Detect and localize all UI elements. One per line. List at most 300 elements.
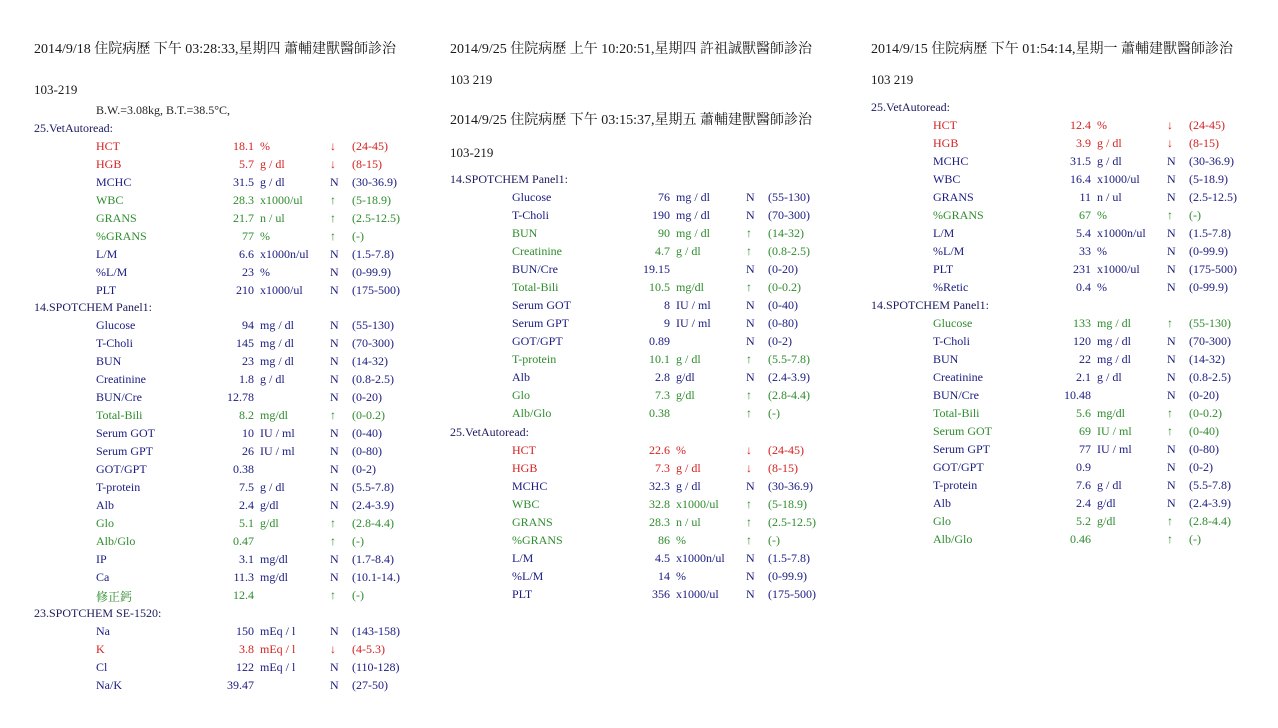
reference-range: (2.5-12.5): [352, 211, 400, 225]
reference-range: (1.5-7.8): [352, 247, 394, 261]
lab-row: [34, 372, 434, 390]
test-unit: g / dl: [676, 244, 701, 258]
test-unit: x1000n/ul: [1097, 226, 1146, 240]
reference-range: (175-500): [768, 587, 816, 601]
reference-range: (70-300): [352, 336, 394, 350]
test-unit: %: [260, 265, 270, 279]
test-flag: ↑: [330, 588, 336, 602]
test-flag: ↑: [330, 193, 336, 207]
lab-row: [871, 406, 1271, 424]
reference-range: (0.8-2.5): [768, 244, 810, 258]
test-flag: N: [1167, 334, 1176, 348]
reference-range: (55-130): [352, 318, 394, 332]
test-flag: N: [1167, 280, 1176, 294]
test-flag: N: [746, 479, 755, 493]
test-name: PLT: [512, 587, 533, 601]
test-flag: ↑: [746, 352, 752, 366]
lab-row: [34, 157, 434, 175]
test-value: 90: [658, 226, 670, 240]
lab-row: [871, 190, 1271, 208]
reference-range: (2.5-12.5): [1189, 190, 1237, 204]
test-flag: ↓: [1167, 136, 1173, 150]
lab-row: [34, 175, 434, 193]
test-flag: ↑: [330, 408, 336, 422]
test-flag: N: [1167, 388, 1176, 402]
reference-range: (0-2): [352, 462, 376, 476]
test-value: 7.5: [239, 480, 254, 494]
test-unit: g/dl: [676, 370, 695, 384]
test-flag: N: [1167, 190, 1176, 204]
test-value: 12.4: [1070, 118, 1091, 132]
lab-row: [450, 533, 850, 551]
lab-row: [871, 316, 1271, 334]
test-unit: n / ul: [260, 211, 285, 225]
lab-row: [871, 388, 1271, 406]
reference-range: (14-32): [768, 226, 804, 240]
test-name: Glucose: [512, 190, 552, 204]
test-value: 18.1: [233, 139, 254, 153]
test-flag: ↓: [746, 443, 752, 457]
reference-range: (10.1-14.): [352, 570, 400, 584]
reference-range: (8-15): [352, 157, 382, 171]
test-name: BUN/Cre: [933, 388, 979, 402]
test-flag: ↓: [330, 157, 336, 171]
test-flag: N: [330, 660, 339, 674]
test-value: 10.5: [649, 280, 670, 294]
test-value: 5.6: [1076, 406, 1091, 420]
test-flag: ↑: [1167, 208, 1173, 222]
test-value: 5.2: [1076, 514, 1091, 528]
reference-range: (30-36.9): [768, 479, 813, 493]
test-name: HGB: [512, 461, 538, 475]
test-name: L/M: [512, 551, 534, 565]
reference-range: (175-500): [352, 283, 400, 297]
test-flag: N: [746, 208, 755, 222]
test-name: %GRANS: [512, 533, 563, 547]
section-title: 25.VetAutoread:: [450, 425, 529, 439]
test-unit: g/dl: [260, 498, 279, 512]
lab-row: [450, 352, 850, 370]
reference-range: (0-40): [352, 426, 382, 440]
section-title: 14.SPOTCHEM Panel1:: [450, 172, 569, 186]
lab-row: [871, 442, 1271, 460]
test-name: Serum GOT: [933, 424, 992, 438]
test-value: 28.3: [233, 193, 254, 207]
test-name: %L/M: [933, 244, 965, 258]
test-flag: N: [746, 569, 755, 583]
test-name: Total-Bili: [933, 406, 980, 420]
test-name: T-Choli: [933, 334, 970, 348]
test-flag: N: [1167, 442, 1176, 456]
test-name: %GRANS: [96, 229, 147, 243]
test-value: 67: [1079, 208, 1091, 222]
lab-row: [34, 211, 434, 229]
test-flag: ↑: [1167, 424, 1173, 438]
reference-range: (0-0.2): [768, 280, 801, 294]
test-flag: N: [746, 190, 755, 204]
test-flag: N: [1167, 478, 1176, 492]
test-name: WBC: [933, 172, 961, 186]
test-unit: mg / dl: [260, 318, 295, 332]
test-unit: g / dl: [676, 461, 701, 475]
lab-row: [871, 370, 1271, 388]
test-value: 0.4: [1076, 280, 1091, 294]
test-name: Cl: [96, 660, 108, 674]
reference-range: (0-40): [1189, 424, 1219, 438]
test-flag: N: [746, 370, 755, 384]
lab-row: [871, 352, 1271, 370]
lab-row: [871, 478, 1271, 496]
test-unit: IU / ml: [1097, 442, 1132, 456]
test-name: Total-Bili: [96, 408, 143, 422]
lab-row: [450, 262, 850, 280]
reference-range: (5.5-7.8): [352, 480, 394, 494]
lab-row: [450, 370, 850, 388]
test-name: PLT: [96, 283, 117, 297]
test-flag: ↑: [330, 229, 336, 243]
test-value: 150: [236, 624, 254, 638]
lab-row: [34, 354, 434, 372]
test-name: Na/K: [96, 678, 122, 692]
reference-range: (5-18.9): [1189, 172, 1228, 186]
test-value: 5.7: [239, 157, 254, 171]
reference-range: (0-99.9): [1189, 244, 1228, 258]
test-flag: N: [330, 175, 339, 189]
test-flag: ↑: [746, 406, 752, 420]
test-value: 76: [658, 190, 670, 204]
test-unit: IU / ml: [1097, 424, 1132, 438]
test-unit: IU / ml: [676, 316, 711, 330]
test-value: 9: [664, 316, 670, 330]
test-flag: N: [746, 334, 755, 348]
test-value: 31.5: [233, 175, 254, 189]
test-name: Serum GPT: [933, 442, 990, 456]
test-value: 145: [236, 336, 254, 350]
test-name: %Retic: [933, 280, 969, 294]
reference-range: (14-32): [352, 354, 388, 368]
test-flag: N: [330, 624, 339, 638]
reference-range: (2.5-12.5): [768, 515, 816, 529]
lab-row: [34, 444, 434, 462]
test-unit: mg / dl: [1097, 334, 1132, 348]
test-flag: ↑: [330, 534, 336, 548]
test-unit: mg/dl: [260, 408, 289, 422]
test-flag: N: [1167, 172, 1176, 186]
reference-range: (0-0.2): [1189, 406, 1222, 420]
test-name: GOT/GPT: [933, 460, 984, 474]
lab-row: [871, 496, 1271, 514]
reference-range: (8-15): [768, 461, 798, 475]
reference-range: (5.5-7.8): [1189, 478, 1231, 492]
test-value: 356: [652, 587, 670, 601]
test-value: 23: [242, 265, 254, 279]
lab-row: [450, 497, 850, 515]
record-number-second: 103-219: [450, 145, 494, 160]
test-flag: ↓: [330, 139, 336, 153]
lab-row: [450, 551, 850, 569]
test-unit: mg / dl: [676, 190, 711, 204]
reference-range: (0.8-2.5): [352, 372, 394, 386]
test-name: K: [96, 642, 105, 656]
test-value: 2.1: [1076, 370, 1091, 384]
lab-row: [34, 498, 434, 516]
test-name: T-protein: [933, 478, 978, 492]
reference-range: (0-99.9): [1189, 280, 1228, 294]
test-name: 修正鈣: [96, 590, 133, 604]
test-unit: IU / ml: [676, 298, 711, 312]
lab-row: [450, 334, 850, 352]
test-name: IP: [96, 552, 107, 566]
test-name: Alb: [96, 498, 114, 512]
lab-row: [34, 193, 434, 211]
test-value: 0.46: [1070, 532, 1091, 546]
reference-range: (30-36.9): [1189, 154, 1234, 168]
test-flag: N: [746, 316, 755, 330]
test-name: WBC: [512, 497, 540, 511]
reference-range: (4-5.3): [352, 642, 385, 656]
test-unit: x1000/ul: [260, 193, 303, 207]
lab-row: [871, 424, 1271, 442]
test-flag: N: [330, 265, 339, 279]
record-header-second: 2014/9/25 住院病歷 下午 03:15:37,星期五 蕭輔建獸醫師診治: [450, 113, 813, 128]
test-name: Serum GOT: [96, 426, 155, 440]
test-name: Serum GPT: [96, 444, 153, 458]
test-unit: x1000/ul: [676, 587, 719, 601]
test-value: 190: [652, 208, 670, 222]
lab-row: [34, 426, 434, 444]
record-header: 2014/9/18 住院病歷 下午 03:28:33,星期四 蕭輔建獸醫師診治: [34, 42, 397, 57]
lab-row: [34, 462, 434, 480]
test-value: 210: [236, 283, 254, 297]
test-unit: g/dl: [260, 516, 279, 530]
reference-range: (-): [768, 406, 780, 420]
test-name: Glucose: [933, 316, 973, 330]
test-name: HGB: [96, 157, 122, 171]
test-unit: mg / dl: [1097, 352, 1132, 366]
lab-row: [34, 229, 434, 247]
test-unit: %: [260, 139, 270, 153]
test-unit: x1000/ul: [260, 283, 303, 297]
test-flag: N: [330, 247, 339, 261]
test-value: 0.38: [233, 462, 254, 476]
test-unit: IU / ml: [260, 444, 295, 458]
lab-row: [871, 514, 1271, 532]
lab-row: [34, 642, 434, 660]
test-unit: mg/dl: [260, 552, 289, 566]
test-flag: N: [330, 372, 339, 386]
lab-row: [34, 534, 434, 552]
test-name: BUN: [512, 226, 538, 240]
test-value: 94: [242, 318, 254, 332]
test-unit: x1000/ul: [1097, 172, 1140, 186]
test-value: 11: [1079, 190, 1091, 204]
test-name: %GRANS: [933, 208, 984, 222]
test-name: GRANS: [96, 211, 137, 225]
test-flag: N: [1167, 370, 1176, 384]
reference-range: (70-300): [768, 208, 810, 222]
test-value: 7.3: [655, 461, 670, 475]
lab-row: [450, 298, 850, 316]
reference-range: (0-99.9): [768, 569, 807, 583]
lab-row: [450, 569, 850, 587]
test-flag: ↑: [746, 497, 752, 511]
test-name: %L/M: [512, 569, 544, 583]
test-value: 23: [242, 354, 254, 368]
test-value: 122: [236, 660, 254, 674]
record-header: 2014/9/15 住院病歷 下午 01:54:14,星期一 蕭輔建獸醫師診治: [871, 42, 1234, 57]
test-flag: N: [330, 480, 339, 494]
test-value: 10.1: [649, 352, 670, 366]
test-unit: g / dl: [260, 157, 285, 171]
test-flag: ↓: [330, 642, 336, 656]
test-name: HCT: [96, 139, 120, 153]
test-value: 32.3: [649, 479, 670, 493]
test-flag: ↓: [1167, 118, 1173, 132]
reference-range: (2.4-3.9): [768, 370, 810, 384]
section-title: 23.SPOTCHEM SE-1520:: [34, 606, 162, 620]
reference-range: (0-99.9): [352, 265, 391, 279]
reference-range: (24-45): [1189, 118, 1225, 132]
test-name: MCHC: [933, 154, 969, 168]
test-name: L/M: [933, 226, 955, 240]
test-name: Na: [96, 624, 110, 638]
test-value: 12.78: [227, 390, 254, 404]
test-flag: N: [1167, 262, 1176, 276]
test-value: 12.4: [233, 588, 254, 602]
test-value: 28.3: [649, 515, 670, 529]
reference-range: (5-18.9): [768, 497, 807, 511]
test-value: 2.4: [239, 498, 254, 512]
reference-range: (2.8-4.4): [1189, 514, 1231, 528]
test-name: Alb: [933, 496, 951, 510]
lab-row: [450, 208, 850, 226]
test-name: L/M: [96, 247, 118, 261]
test-unit: g/dl: [676, 388, 695, 402]
reference-range: (30-36.9): [352, 175, 397, 189]
reference-range: (0-2): [768, 334, 792, 348]
test-flag: N: [330, 678, 339, 692]
lab-row: [450, 515, 850, 533]
test-value: 16.4: [1070, 172, 1091, 186]
test-unit: %: [260, 229, 270, 243]
reference-range: (70-300): [1189, 334, 1231, 348]
test-value: 8: [664, 298, 670, 312]
reference-range: (2.4-3.9): [1189, 496, 1231, 510]
lab-row: [450, 244, 850, 262]
record-header: 2014/9/25 住院病歷 上午 10:20:51,星期四 許祖誠獸醫師診治: [450, 42, 813, 57]
reference-range: (-): [1189, 208, 1201, 222]
reference-range: (0-40): [768, 298, 798, 312]
test-value: 3.9: [1076, 136, 1091, 150]
lab-row: [34, 570, 434, 588]
test-value: 5.4: [1076, 226, 1091, 240]
reference-range: (1.5-7.8): [768, 551, 810, 565]
reference-range: (0-80): [1189, 442, 1219, 456]
lab-row: [450, 190, 850, 208]
test-unit: g / dl: [676, 352, 701, 366]
test-name: MCHC: [512, 479, 548, 493]
test-flag: N: [330, 318, 339, 332]
lab-row: [34, 247, 434, 265]
test-flag: N: [1167, 352, 1176, 366]
test-flag: N: [330, 570, 339, 584]
vitals-note: B.W.=3.08kg, B.T.=38.5°C,: [96, 103, 231, 117]
test-flag: ↑: [1167, 514, 1173, 528]
test-value: 4.5: [655, 551, 670, 565]
test-unit: mg / dl: [260, 354, 295, 368]
reference-range: (55-130): [1189, 316, 1231, 330]
test-flag: ↑: [1167, 406, 1173, 420]
lab-row: [450, 226, 850, 244]
reference-range: (0-20): [352, 390, 382, 404]
test-flag: ↑: [330, 516, 336, 530]
test-name: Ca: [96, 570, 110, 584]
test-flag: N: [330, 462, 339, 476]
reference-range: (5-18.9): [352, 193, 391, 207]
section-title: 14.SPOTCHEM Panel1:: [871, 298, 990, 312]
test-unit: g / dl: [260, 175, 285, 189]
test-name: Creatinine: [933, 370, 983, 384]
reference-range: (8-15): [1189, 136, 1219, 150]
test-unit: mEq / l: [260, 642, 296, 656]
test-unit: %: [676, 533, 686, 547]
lab-row: [34, 390, 434, 408]
test-unit: x1000n/ul: [260, 247, 309, 261]
record-number: 103-219: [34, 82, 78, 97]
reference-range: (-): [1189, 532, 1201, 546]
test-value: 3.1: [239, 552, 254, 566]
lab-row: [34, 516, 434, 534]
lab-row: [34, 480, 434, 498]
reference-range: (-): [352, 534, 364, 548]
test-unit: %: [676, 443, 686, 457]
test-value: 77: [1079, 442, 1091, 456]
test-name: PLT: [933, 262, 954, 276]
test-name: Glo: [512, 388, 530, 402]
test-unit: g/dl: [1097, 514, 1116, 528]
test-name: BUN: [933, 352, 959, 366]
lab-row: [34, 552, 434, 570]
test-value: 2.4: [1076, 496, 1091, 510]
test-unit: %: [1097, 244, 1107, 258]
lab-row: [871, 460, 1271, 478]
reference-range: (0-0.2): [352, 408, 385, 422]
test-name: MCHC: [96, 175, 132, 189]
test-name: BUN/Cre: [96, 390, 142, 404]
test-flag: N: [330, 390, 339, 404]
test-value: 231: [1073, 262, 1091, 276]
test-flag: N: [1167, 496, 1176, 510]
test-name: %L/M: [96, 265, 128, 279]
test-unit: %: [1097, 118, 1107, 132]
lab-row: [450, 443, 850, 461]
test-name: Creatinine: [96, 372, 146, 386]
test-name: T-Choli: [512, 208, 549, 222]
section-title: 14.SPOTCHEM Panel1:: [34, 300, 153, 314]
test-value: 31.5: [1070, 154, 1091, 168]
test-name: Alb/Glo: [96, 534, 136, 548]
test-name: Total-Bili: [512, 280, 559, 294]
test-unit: %: [676, 569, 686, 583]
test-flag: N: [1167, 460, 1176, 474]
test-flag: ↑: [746, 280, 752, 294]
test-name: Alb/Glo: [933, 532, 973, 546]
reference-range: (0-2): [1189, 460, 1213, 474]
test-value: 7.3: [655, 388, 670, 402]
test-flag: N: [746, 551, 755, 565]
reference-range: (-): [768, 533, 780, 547]
test-flag: ↑: [746, 388, 752, 402]
